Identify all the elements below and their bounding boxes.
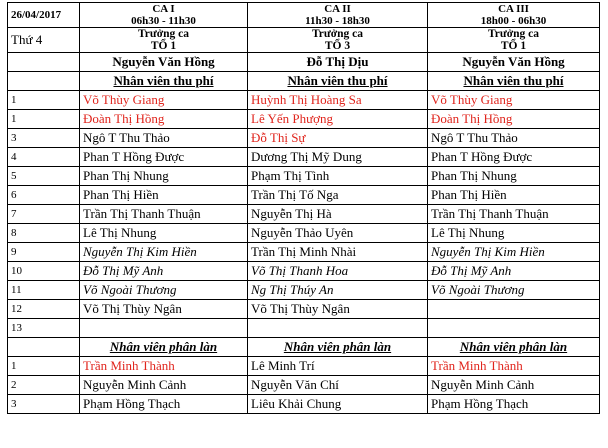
shift-3-leader: Nguyễn Văn Hồng [428, 53, 600, 72]
fee-section-title-1: Nhân viên thu phí [80, 72, 248, 91]
staff-cell: Võ Thị Thanh Hoa [248, 262, 428, 281]
row-number: 12 [8, 300, 80, 319]
shift-2-team: TỔ 3 [324, 40, 351, 52]
staff-cell: Võ Ngoài Thương [80, 281, 248, 300]
leader-row [8, 53, 600, 72]
shift-lead-row [8, 28, 600, 53]
staff-cell: Ngô T Thu Thảo [428, 129, 600, 148]
row-number: 10 [8, 262, 80, 281]
row-number: 2 [8, 376, 80, 395]
row-number: 3 [8, 395, 80, 414]
staff-cell: Võ Thị Thùy Ngân [248, 300, 428, 319]
row-number: 9 [8, 243, 80, 262]
shift-2-lead-title: Trưởng ca [311, 28, 364, 40]
staff-cell: Lê Thị Nhung [80, 224, 248, 243]
lane-section-title-1: Nhân viên phân làn [80, 338, 248, 357]
row-number: 1 [8, 357, 80, 376]
shift-schedule-table [7, 2, 600, 414]
fee-section-header [8, 72, 600, 91]
staff-cell: Ng Thị Thúy An [248, 281, 428, 300]
table-row [8, 319, 600, 338]
row-number: 6 [8, 186, 80, 205]
staff-cell: Nguyễn Minh Cảnh [80, 376, 248, 395]
staff-cell: Lê Thị Nhung [428, 224, 600, 243]
fee-section-blank [8, 72, 80, 91]
table-row [8, 395, 600, 414]
table-row [8, 262, 600, 281]
shift-3-name: CA III [498, 3, 529, 15]
table-row [8, 205, 600, 224]
table-row [8, 243, 600, 262]
staff-cell: Trần Thị Tố Nga [248, 186, 428, 205]
shift-2-lead [248, 28, 428, 53]
shift-1-header [80, 3, 248, 28]
table-row [8, 110, 600, 129]
staff-cell: Trần Minh Thành [80, 357, 248, 376]
table-row [8, 300, 600, 319]
staff-cell: Nguyễn Thị Kim Hiền [428, 243, 600, 262]
staff-cell: Trần Minh Thành [428, 357, 600, 376]
staff-cell: Dương Thị Mỹ Dung [248, 148, 428, 167]
staff-cell [248, 319, 428, 338]
leader-row-blank [8, 53, 80, 72]
shift-3-time: 18h00 - 06h30 [480, 15, 547, 27]
staff-cell: Phạm Thị Tình [248, 167, 428, 186]
table-row [8, 148, 600, 167]
fee-section-title-2: Nhân viên thu phí [248, 72, 428, 91]
staff-cell: Phan Thị Nhung [80, 167, 248, 186]
row-number: 1 [8, 110, 80, 129]
row-number: 1 [8, 91, 80, 110]
row-number: 5 [8, 167, 80, 186]
table-row [8, 129, 600, 148]
shift-3-lead-title: Trưởng ca [487, 28, 540, 40]
shift-3-team: TỔ 1 [500, 40, 527, 52]
lane-section-title-3: Nhân viên phân làn [428, 338, 600, 357]
staff-cell: Võ Thùy Giang [428, 91, 600, 110]
staff-cell [428, 300, 600, 319]
staff-cell: Phan Thị Hiền [80, 186, 248, 205]
table-row [8, 167, 600, 186]
shift-2-leader: Đỗ Thị Dịu [248, 53, 428, 72]
table-row [8, 186, 600, 205]
staff-cell: Ngô T Thu Thảo [80, 129, 248, 148]
staff-cell: Nguyễn Thị Kim Hiền [80, 243, 248, 262]
row-number: 7 [8, 205, 80, 224]
shift-3-header [428, 3, 600, 28]
table-row [8, 376, 600, 395]
staff-cell: Phạm Hồng Thạch [80, 395, 248, 414]
staff-cell: Nguyễn Thị Hà [248, 205, 428, 224]
row-number: 11 [8, 281, 80, 300]
shift-header-row [8, 3, 600, 28]
shift-2-time: 11h30 - 18h30 [305, 15, 370, 27]
staff-cell: Đỗ Thị Mỹ Anh [80, 262, 248, 281]
staff-cell [80, 319, 248, 338]
lane-section-title-2: Nhân viên phân làn [248, 338, 428, 357]
staff-cell: Phan Thị Nhung [428, 167, 600, 186]
staff-cell: Phan Thị Hiền [428, 186, 600, 205]
staff-cell: Phan T Hồng Được [80, 148, 248, 167]
day-label: Thứ 4 [8, 28, 80, 53]
staff-cell [428, 319, 600, 338]
shift-2-name: CA II [324, 3, 351, 15]
row-number: 13 [8, 319, 80, 338]
row-number: 4 [8, 148, 80, 167]
staff-cell: Huỳnh Thị Hoàng Sa [248, 91, 428, 110]
staff-cell: Phạm Hồng Thạch [428, 395, 600, 414]
staff-cell: Võ Thị Thùy Ngân [80, 300, 248, 319]
staff-cell: Đỗ Thị Mỹ Anh [428, 262, 600, 281]
staff-cell: Đoàn Thị Hồng [428, 110, 600, 129]
shift-3-lead [428, 28, 600, 53]
table-row [8, 281, 600, 300]
table-row [8, 357, 600, 376]
date-cell: 26/04/2017 [8, 3, 80, 28]
table-row [8, 91, 600, 110]
staff-cell: Trần Thị Minh Nhài [248, 243, 428, 262]
shift-1-time: 06h30 - 11h30 [131, 15, 196, 27]
shift-1-lead [80, 28, 248, 53]
staff-cell: Liêu Khải Chung [248, 395, 428, 414]
lane-section-header [8, 338, 600, 357]
fee-section-title-3: Nhân viên thu phí [428, 72, 600, 91]
staff-cell: Lê Yến Phượng [248, 110, 428, 129]
staff-cell: Nguyễn Thảo Uyên [248, 224, 428, 243]
staff-cell: Võ Thùy Giang [80, 91, 248, 110]
staff-cell: Lê Minh Trí [248, 357, 428, 376]
shift-1-lead-title: Trưởng ca [137, 28, 190, 40]
staff-cell: Đoàn Thị Hồng [80, 110, 248, 129]
staff-cell: Đỗ Thị Sự [248, 129, 428, 148]
shift-1-leader: Nguyễn Văn Hồng [80, 53, 248, 72]
staff-cell: Phan T Hồng Được [428, 148, 600, 167]
staff-cell: Nguyễn Văn Chí [248, 376, 428, 395]
row-number: 8 [8, 224, 80, 243]
staff-cell: Nguyễn Minh Cảnh [428, 376, 600, 395]
staff-cell: Trần Thị Thanh Thuận [428, 205, 600, 224]
staff-cell: Trần Thị Thanh Thuận [80, 205, 248, 224]
shift-1-name: CA I [152, 3, 175, 15]
shift-1-team: TỔ 1 [150, 40, 177, 52]
table-row [8, 224, 600, 243]
staff-cell: Võ Ngoài Thương [428, 281, 600, 300]
shift-2-header [248, 3, 428, 28]
lane-section-blank [8, 338, 80, 357]
row-number: 3 [8, 129, 80, 148]
